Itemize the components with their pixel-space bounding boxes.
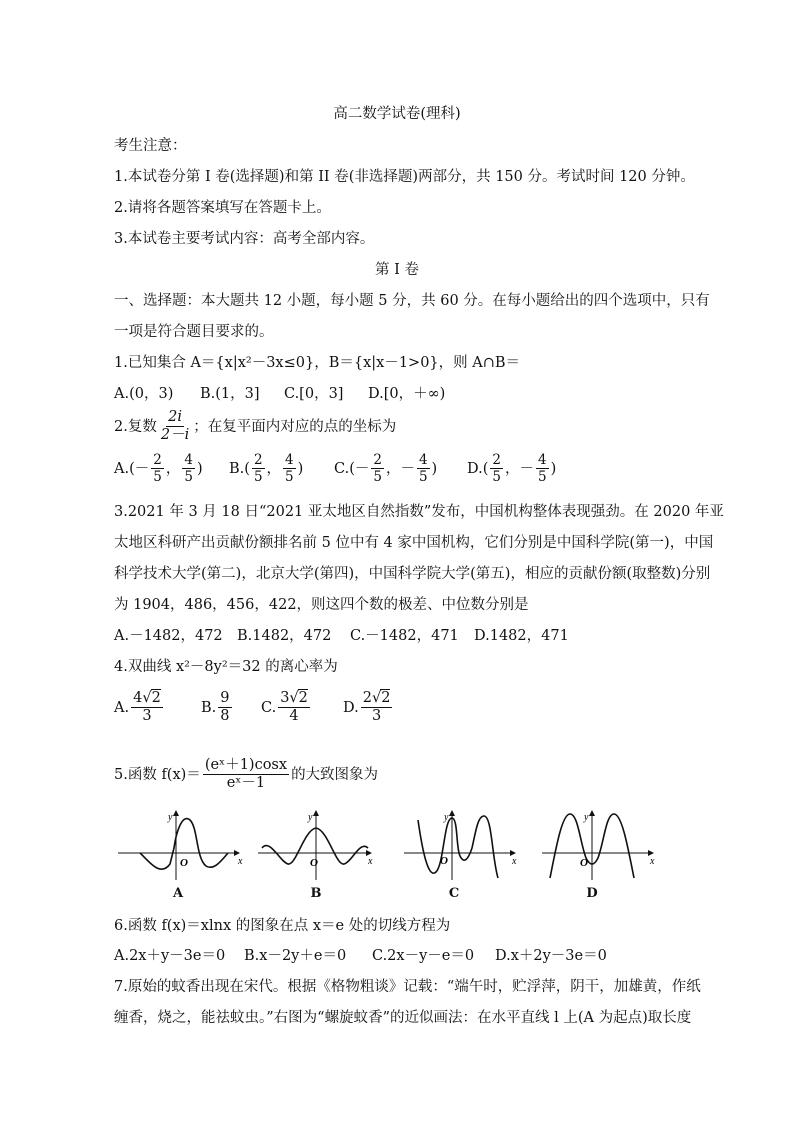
graph-label-d: D bbox=[586, 886, 598, 901]
option-letter: A. bbox=[114, 460, 130, 477]
denominator: 8 bbox=[220, 708, 230, 724]
numerator: 2 bbox=[253, 452, 263, 468]
sqrt-icon: √ bbox=[289, 690, 299, 706]
question-7-line: 7.原始的蚊香出现在宋代。根据《格物粗谈》记载：“端午时，贮浮萍，阴干，加雄黄，作纸 bbox=[114, 979, 701, 995]
numerator: 2 bbox=[373, 452, 382, 468]
option-c: C.[0，3] bbox=[284, 386, 344, 402]
numerator: 9 bbox=[220, 690, 230, 706]
denominator: 3 bbox=[371, 708, 382, 724]
radicand: 2 bbox=[381, 690, 391, 706]
option-letter: D. bbox=[343, 699, 359, 716]
question-3-line: 太地区科研产出贡献份额排名前 5 位中有 4 家中国机构，它们分别是中国科学院(第一)，中国 bbox=[114, 535, 714, 551]
notice-heading: 考生注意： bbox=[114, 138, 187, 154]
graph-c bbox=[404, 808, 524, 883]
question-2-options bbox=[114, 452, 556, 485]
q5-prefix: 5.函数 f(x)＝ bbox=[114, 766, 201, 783]
question-4-options bbox=[114, 690, 394, 725]
option-letter: D. bbox=[467, 460, 483, 477]
fraction bbox=[417, 452, 430, 485]
numerator bbox=[361, 690, 393, 708]
q2-prefix: 2.复数 bbox=[114, 418, 157, 435]
q5-suffix: 的大致图象为 bbox=[291, 766, 379, 783]
fraction bbox=[283, 452, 296, 485]
denominator: 5 bbox=[537, 469, 547, 485]
question-3-line: 3.2021 年 3 月 18 日“2021 亚太地区自然指数”发布，中国机构整体表现强劲。在 2020 年亚 bbox=[114, 504, 724, 520]
graph-label-a: A bbox=[172, 886, 184, 901]
option-d: D.1482，471 bbox=[474, 628, 569, 644]
option-a bbox=[114, 452, 229, 485]
option-open: (－ bbox=[349, 460, 370, 477]
graph-b bbox=[258, 808, 378, 883]
x-axis-label: x bbox=[512, 856, 517, 867]
fraction bbox=[151, 452, 164, 485]
question-5-stem bbox=[114, 757, 378, 792]
option-letter: A. bbox=[114, 699, 130, 716]
option-b bbox=[201, 690, 261, 725]
denominator: 4 bbox=[289, 708, 299, 724]
coefficient: 4 bbox=[133, 690, 143, 706]
graph-label-c: C bbox=[448, 886, 460, 901]
option-sep: ，－ bbox=[504, 460, 534, 477]
denominator: 5 bbox=[492, 469, 501, 485]
option-close: ) bbox=[196, 460, 203, 477]
fraction-denominator: eˣ－1 bbox=[226, 775, 266, 791]
y-axis-arrow-icon bbox=[173, 810, 179, 816]
x-axis-label: x bbox=[368, 856, 373, 867]
option-letter: C. bbox=[334, 460, 350, 477]
y-axis-label: y bbox=[308, 812, 313, 823]
question-6-options bbox=[114, 946, 607, 966]
origin-label: O bbox=[180, 857, 188, 869]
numerator: 4 bbox=[418, 452, 428, 468]
fraction bbox=[278, 690, 310, 725]
option-close: ) bbox=[297, 460, 304, 477]
denominator: 5 bbox=[184, 469, 193, 485]
fraction bbox=[371, 452, 384, 485]
fraction-denominator: 2－i bbox=[160, 427, 190, 443]
option-b: B.(1，3] bbox=[200, 386, 260, 402]
y-axis-label: y bbox=[168, 812, 173, 823]
option-close: ) bbox=[431, 460, 438, 477]
notice-item: 3.本试卷主要考试内容：高考全部内容。 bbox=[114, 231, 375, 247]
option-d bbox=[467, 452, 556, 485]
option-c: C.－1482，471 bbox=[350, 628, 459, 644]
coefficient: 3 bbox=[280, 690, 290, 706]
option-letter: B. bbox=[229, 460, 245, 477]
numerator: 4 bbox=[285, 452, 294, 468]
y-axis-arrow-icon bbox=[589, 810, 595, 816]
question-2-stem bbox=[114, 409, 396, 444]
y-axis-arrow-icon bbox=[313, 810, 319, 816]
origin-label: O bbox=[580, 857, 588, 869]
option-c: C.2x－y－e＝0 bbox=[372, 948, 475, 964]
q2-suffix: ；在复平面内对应的点的坐标为 bbox=[193, 418, 397, 435]
option-a: A.2x＋y－3e＝0 bbox=[114, 948, 226, 964]
option-open: ( bbox=[244, 460, 250, 477]
option-sep: ， bbox=[165, 460, 181, 477]
radicand: 2 bbox=[298, 690, 308, 706]
option-letter: C. bbox=[261, 699, 277, 716]
y-axis-label: y bbox=[444, 812, 449, 823]
denominator: 3 bbox=[142, 708, 152, 724]
fraction bbox=[536, 452, 549, 485]
question-3-line: 为 1904，486，456，422，则这四个数的极差、中位数分别是 bbox=[114, 597, 529, 613]
x-axis-label: x bbox=[238, 856, 243, 867]
option-d: D.x＋2y－3e＝0 bbox=[495, 948, 607, 964]
numerator: 2 bbox=[492, 452, 501, 468]
option-c bbox=[334, 452, 467, 485]
fraction bbox=[361, 690, 393, 725]
question-3-line: 科学技术大学(第二)，北京大学(第四)，中国科学院大学(第五)，相应的贡献份额(取整数)分别 bbox=[114, 566, 711, 582]
page-title: 高二数学试卷(理科) bbox=[333, 106, 461, 122]
denominator: 5 bbox=[253, 469, 263, 485]
question-3-options bbox=[114, 626, 569, 646]
question-6-stem: 6.函数 f(x)＝xlnx 的图象在点 x＝e 处的切线方程为 bbox=[114, 918, 451, 934]
option-b: B.1482，472 bbox=[237, 628, 332, 644]
complex-fraction bbox=[159, 409, 191, 444]
numerator bbox=[278, 690, 310, 708]
question-1-stem: 1.已知集合 A＝{x|x²－3x≤0}，B＝{x|x－1>0}，则 A∩B＝ bbox=[114, 355, 521, 371]
denominator: 5 bbox=[285, 469, 294, 485]
numerator: 4 bbox=[537, 452, 547, 468]
sqrt-icon: √ bbox=[142, 690, 152, 706]
part-heading: 一项是符合题目要求的。 bbox=[114, 324, 274, 340]
fraction bbox=[252, 452, 265, 485]
curve-c bbox=[418, 816, 498, 878]
question-4-stem: 4.双曲线 x²－8y²＝32 的离心率为 bbox=[114, 659, 338, 675]
option-a bbox=[114, 690, 201, 725]
sqrt-icon: √ bbox=[371, 690, 382, 706]
question-1-options bbox=[114, 384, 468, 404]
graph-label-b: B bbox=[310, 886, 322, 901]
option-d bbox=[343, 690, 394, 725]
numerator bbox=[131, 690, 163, 708]
fraction bbox=[490, 452, 503, 485]
graph-a bbox=[118, 808, 248, 883]
fraction-numerator: 2i bbox=[168, 409, 182, 425]
fraction bbox=[182, 452, 195, 485]
x-axis-label: x bbox=[650, 856, 655, 867]
coefficient: 2 bbox=[362, 690, 372, 706]
numerator: 4 bbox=[184, 452, 193, 468]
denominator: 5 bbox=[373, 469, 382, 485]
y-axis-label: y bbox=[584, 812, 589, 823]
option-d: D.[0，＋∞) bbox=[368, 386, 446, 402]
origin-label: O bbox=[310, 857, 318, 869]
option-open: (－ bbox=[129, 460, 150, 477]
function-fraction bbox=[203, 757, 289, 792]
origin-label: O bbox=[440, 855, 448, 867]
section-title: 第 I 卷 bbox=[375, 262, 419, 278]
option-sep: ，－ bbox=[385, 460, 415, 477]
denominator: 5 bbox=[418, 469, 428, 485]
option-a: A.(0，3) bbox=[114, 386, 174, 402]
option-b: B.x－2y＋e＝0 bbox=[244, 948, 347, 964]
y-axis-arrow-icon bbox=[449, 810, 455, 816]
option-letter: B. bbox=[201, 699, 217, 716]
option-b bbox=[229, 452, 334, 485]
question-7-line: 缠香，烧之，能祛蚊虫。”右图为“螺旋蚊香”的近似画法：在水平直线 l 上(A 为起点)取长度 bbox=[114, 1010, 692, 1026]
fraction bbox=[218, 690, 231, 725]
fraction bbox=[131, 690, 163, 725]
notice-item: 1.本试卷分第 I 卷(选择题)和第 II 卷(非选择题)两部分，共 150 分。考试时间 120 分钟。 bbox=[114, 169, 695, 185]
numerator: 2 bbox=[153, 452, 162, 468]
part-heading: 一、选择题：本大题共 12 小题，每小题 5 分，共 60 分。在每小题给出的四个选项中，只有 bbox=[114, 293, 710, 309]
option-sep: ， bbox=[266, 460, 282, 477]
option-open: ( bbox=[482, 460, 489, 477]
option-c bbox=[261, 690, 343, 725]
fraction-numerator: (eˣ＋1)cosx bbox=[204, 757, 288, 773]
notice-item: 2.请将各题答案填写在答题卡上。 bbox=[114, 200, 331, 216]
option-a: A.－1482，472 bbox=[114, 628, 223, 644]
option-close: ) bbox=[550, 460, 557, 477]
graph-d bbox=[542, 808, 662, 883]
radicand: 2 bbox=[151, 690, 161, 706]
denominator: 5 bbox=[153, 469, 162, 485]
